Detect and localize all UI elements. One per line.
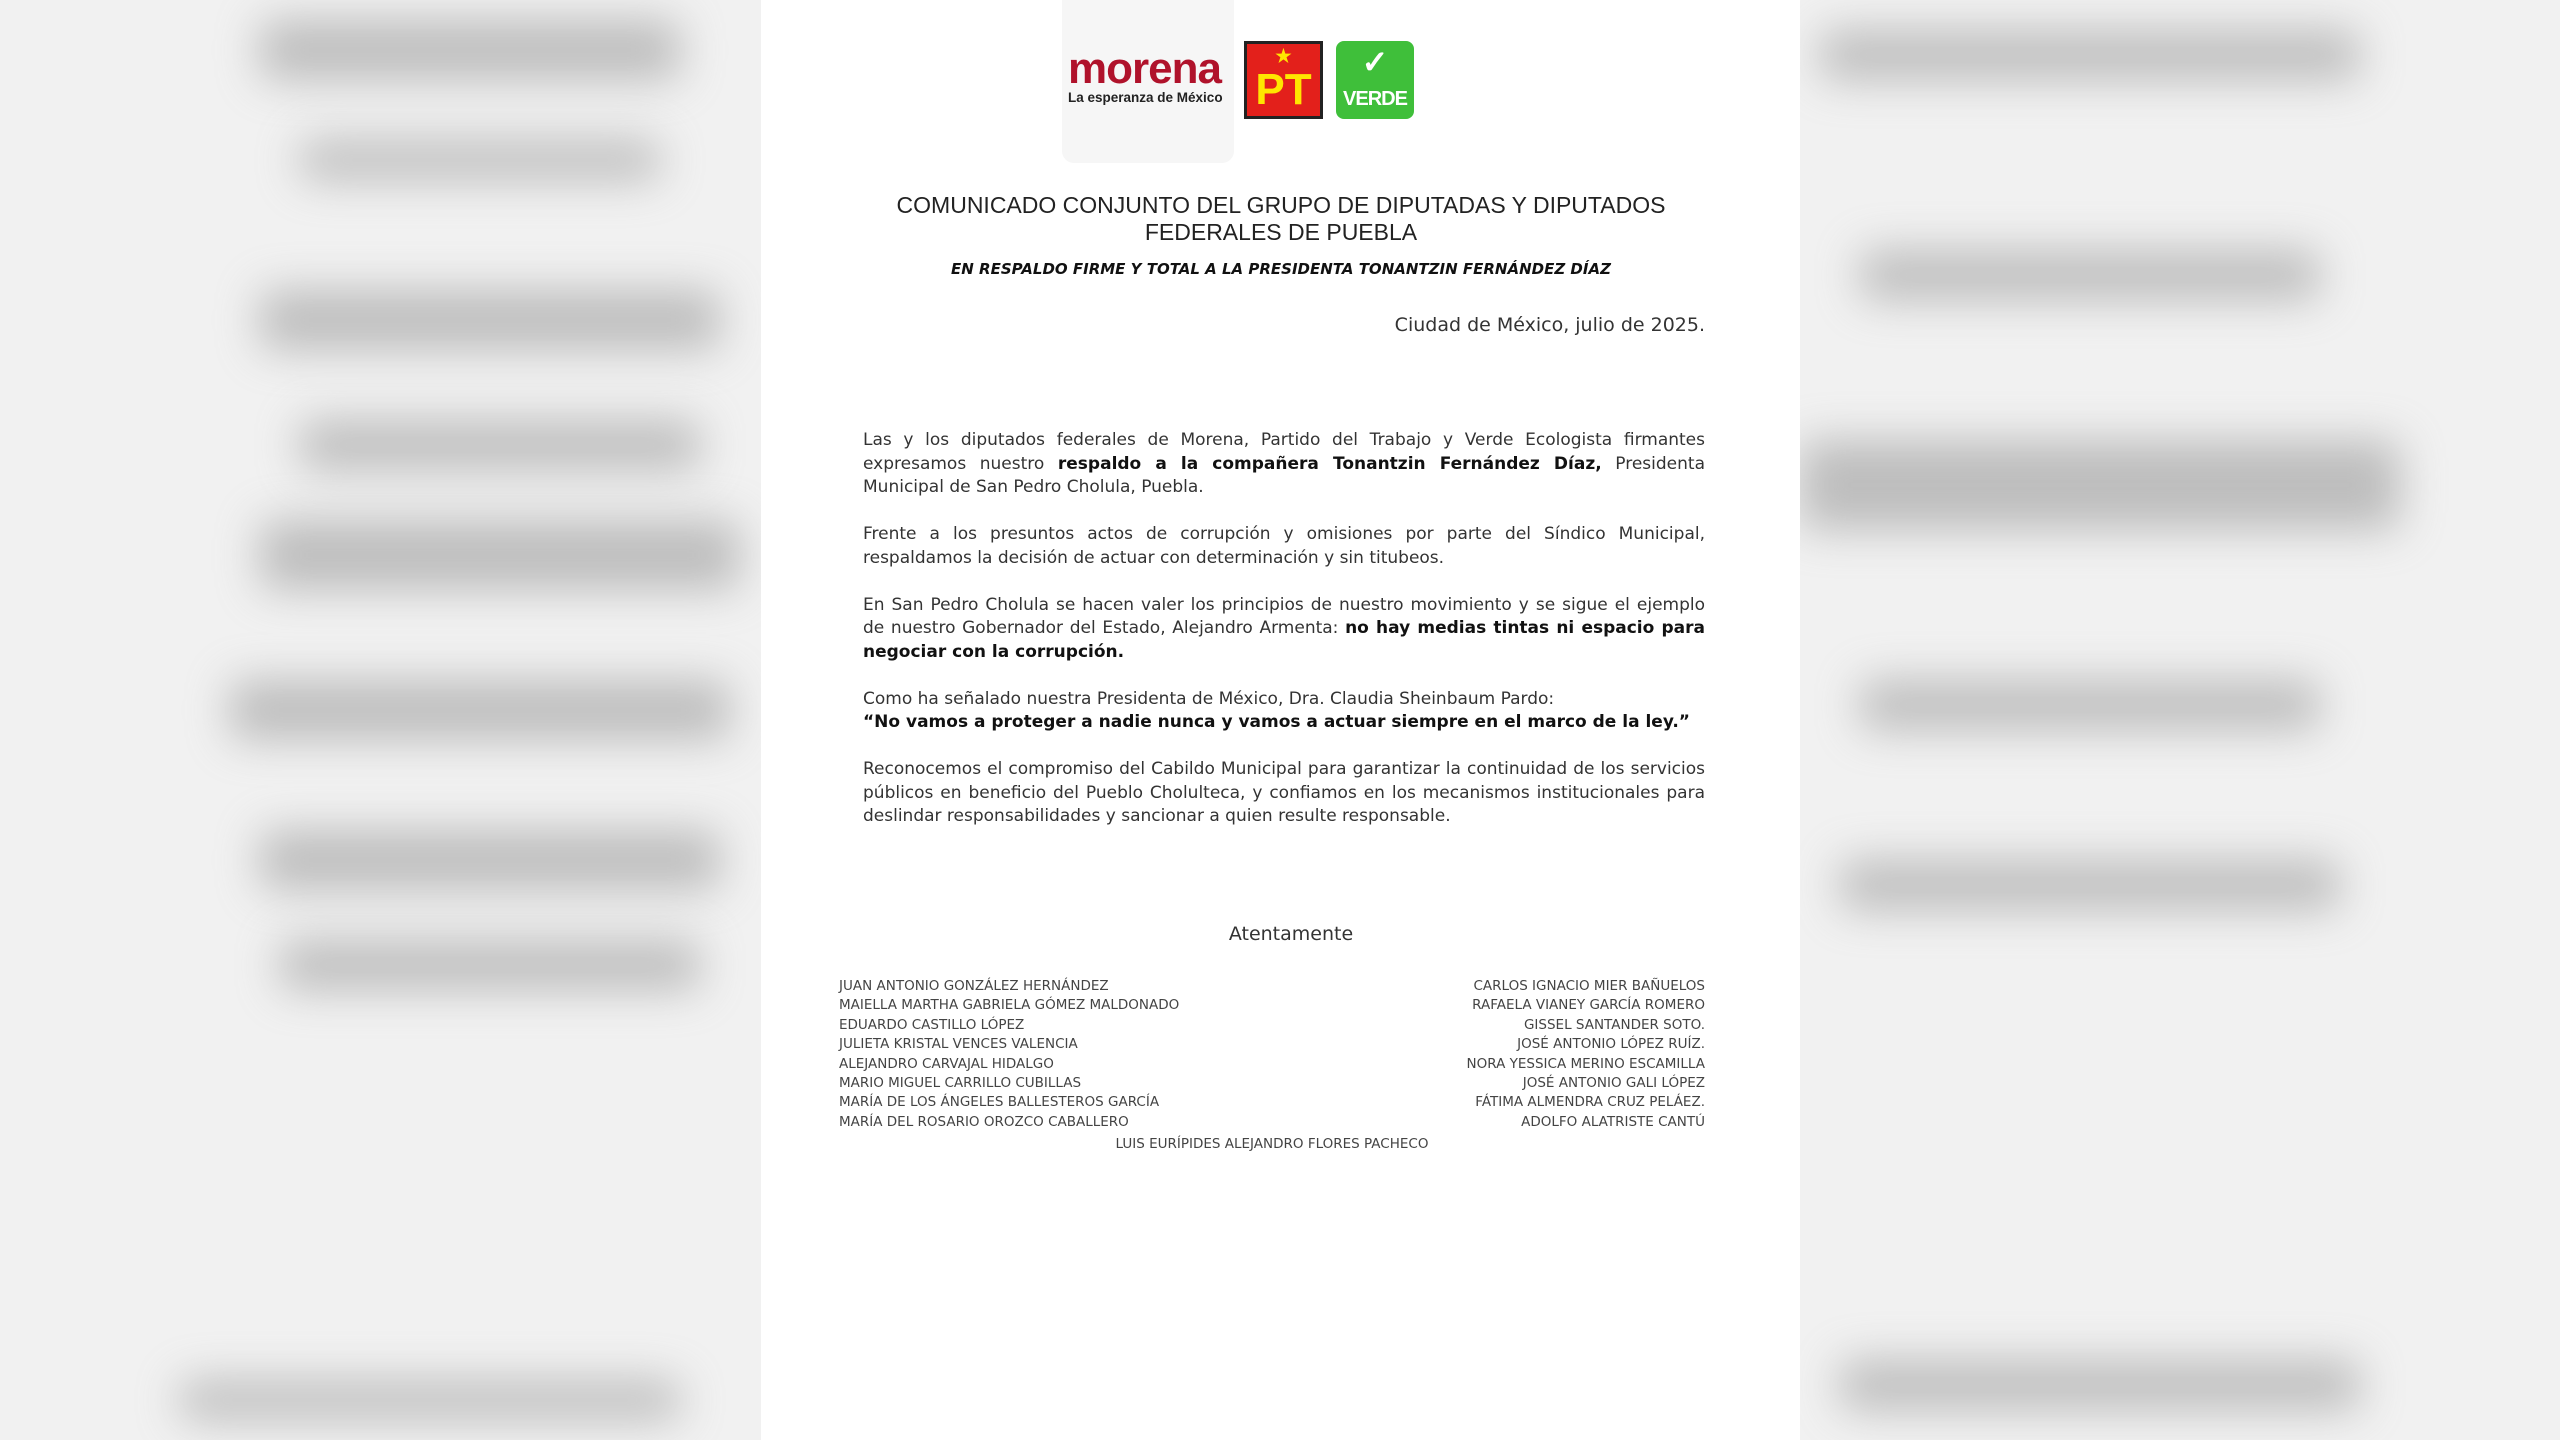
signatory-name: CARLOS IGNACIO MIER BAÑUELOS [1473, 978, 1705, 994]
document-title: COMUNICADO CONJUNTO DEL GRUPO DE DIPUTADAS Y DIPUTADOS FEDERALES DE PUEBLA [896, 192, 1666, 245]
star-icon: ★ [1275, 46, 1292, 66]
signatory-name: GISSEL SANTANDER SOTO. [1523, 1016, 1705, 1033]
signatory-name: MARIO MIGUEL CARRILLO CUBILLAS [839, 1075, 1082, 1092]
document-body [863, 429, 1705, 852]
signatory-name: JOSÉ ANTONIO LÓPEZ RUÍZ. [1517, 1036, 1705, 1053]
signatory-name: ALEJANDRO CARVAJAL HIDALGO [839, 1055, 1054, 1072]
check-toucan-icon: ✓ [1361, 44, 1389, 80]
signatory-name: FÁTIMA ALMENDRA CRUZ PELÁEZ. [1475, 1094, 1705, 1111]
morena-wordmark: morena [1068, 44, 1221, 93]
signatory-name: MARÍA DEL ROSARIO OROZCO CABALLERO [839, 1113, 1129, 1130]
morena-tagline: La esperanza de México [1068, 90, 1223, 105]
blurred-background-left [0, 0, 761, 1440]
document-subtitle: EN RESPALDO FIRME Y TOTAL A LA PRESIDENTA TONANTZIN FERNÁNDEZ DÍAZ [951, 260, 1611, 278]
signatory-name: RAFAELA VIANEY GARCÍA ROMERO [1472, 997, 1705, 1014]
signatory-name: MAIELLA MARTHA GABRIELA GÓMEZ MALDONADO [839, 997, 1180, 1014]
closing: Atentamente [1228, 923, 1354, 945]
signatories-right [1467, 977, 1705, 1132]
paragraph: Como ha señalado nuestra Presidenta de México, Dra. Claudia Sheinbaum Pardo: “No vamos a proteger a nadie nunca y vamos a actuar siempre en el marco de la ley.” [863, 688, 1690, 732]
signatories-left [839, 977, 1179, 1132]
paragraph: Las y los diputados federales de Morena, Partido del Trabajo y Verde Ecologista firmantes expresamos nuestro respaldo a la compañera Tonantzin Fernández Díaz, Presidenta Municipal de San Pedro Cholula, Puebla. [863, 430, 1705, 497]
pt-logo [1244, 41, 1323, 119]
signatory-name: JUAN ANTONIO GONZÁLEZ HERNÁNDEZ [839, 978, 1109, 994]
document-page [761, 0, 1800, 1440]
paragraph: En San Pedro Cholula se hacen valer los principios de nuestro movimiento y se sigue el ejemplo de nuestro Gobernador del Estado, Alejandro Armenta: no hay medias tintas ni espacio para negociar con la corrupción. [863, 594, 1705, 662]
signatory-name: NORA YESSICA MERINO ESCAMILLA [1466, 1055, 1705, 1072]
paragraph: Reconocemos el compromiso del Cabildo Municipal para garantizar la continuidad de los servicios públicos en beneficio del Pueblo Cholulteca, y confiamos en los mecanismos institucionales para deslindar responsabilidades y sancionar a quien resulte responsable. [863, 759, 1705, 826]
party-logos [1062, 0, 1422, 165]
verde-logo-text: VERDE [1343, 88, 1407, 110]
document-date: Ciudad de México, julio de 2025. [1394, 314, 1705, 336]
signatory-name: EDUARDO CASTILLO LÓPEZ [839, 1016, 1025, 1033]
signatory-name: ADOLFO ALATRISTE CANTÚ [1521, 1113, 1705, 1130]
paragraph: Frente a los presuntos actos de corrupción y omisiones por parte del Síndico Municipal, respaldamos la decisión de actuar con determinación y sin titubeos. [863, 524, 1705, 568]
blurred-background-right [1800, 0, 2560, 1440]
signatory-name: JULIETA KRISTAL VENCES VALENCIA [839, 1036, 1078, 1053]
pt-logo-text: PT [1255, 65, 1312, 114]
verde-logo [1336, 41, 1414, 119]
signatory-name: JOSÉ ANTONIO GALI LÓPEZ [1522, 1075, 1705, 1092]
signatory-name: MARÍA DE LOS ÁNGELES BALLESTEROS GARCÍA [839, 1094, 1160, 1111]
signatory-center: LUIS EURÍPIDES ALEJANDRO FLORES PACHECO [1115, 1136, 1429, 1152]
morena-logo [1062, 0, 1234, 163]
